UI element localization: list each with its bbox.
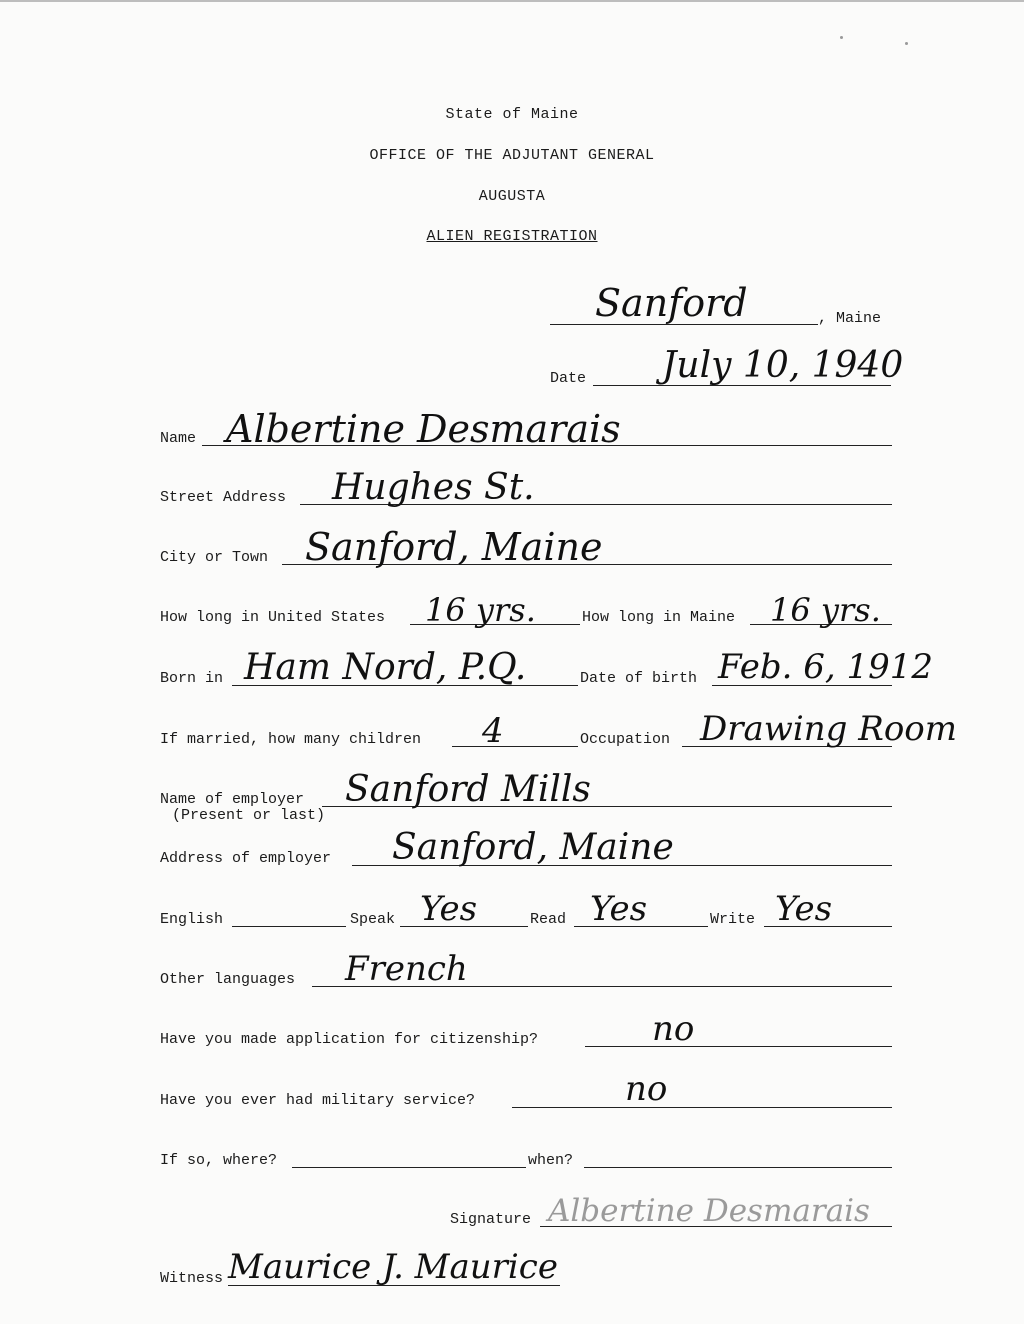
military-label: Have you ever had military service? <box>160 1092 476 1109</box>
speak-label: Speak <box>350 911 396 928</box>
employer-value: Sanford Mills <box>345 769 591 810</box>
english-line <box>232 926 346 927</box>
when-line <box>584 1167 892 1168</box>
english-label: English <box>160 911 224 928</box>
employer-label: Name of employer <box>160 791 305 808</box>
signature-value: Albertine Desmarais <box>548 1193 870 1229</box>
employer-sublabel: (Present or last) <box>172 807 326 824</box>
state-heading: State of Maine <box>445 106 579 123</box>
witness-value: Maurice J. Maurice <box>228 1247 558 1287</box>
witness-label: Witness <box>160 1270 224 1287</box>
city-label: City or Town <box>160 549 269 566</box>
write-label: Write <box>710 911 756 928</box>
if-so-where-label: If so, where? <box>160 1152 278 1169</box>
form-title: ALIEN REGISTRATION <box>426 228 598 245</box>
street-label: Street Address <box>160 489 287 506</box>
date-of-birth-value: Feb. 6, 1912 <box>718 647 934 687</box>
born-in-value: Ham Nord, P.Q. <box>244 647 527 688</box>
scan-speckle <box>840 36 843 39</box>
occupation-value: Drawing Room <box>700 709 958 749</box>
how-long-maine-label: How long in Maine <box>582 609 736 626</box>
children-value: 4 <box>482 711 504 751</box>
children-line <box>452 746 578 747</box>
read-value: Yes <box>590 889 648 929</box>
born-in-label: Born in <box>160 670 224 687</box>
if-so-where-line <box>292 1167 526 1168</box>
street-value: Hughes St. <box>332 467 535 508</box>
read-label: Read <box>530 911 567 928</box>
name-value: Albertine Desmarais <box>226 407 621 451</box>
scan-speckle <box>905 42 908 45</box>
when-label: when? <box>528 1152 574 1169</box>
place-value: Sanford <box>595 281 748 325</box>
other-languages-label: Other languages <box>160 971 296 988</box>
citizenship-label: Have you made application for citizenship? <box>160 1031 539 1048</box>
city-value: Sanford, Maine <box>305 525 603 569</box>
name-label: Name <box>160 430 197 447</box>
how-long-maine-value: 16 yrs. <box>770 591 881 629</box>
other-languages-value: French <box>345 949 468 989</box>
employer-address-label: Address of employer <box>160 850 332 867</box>
occupation-label: Occupation <box>580 731 671 748</box>
office-heading: OFFICE OF THE ADJUTANT GENERAL <box>369 147 655 164</box>
place-suffix: , Maine <box>818 310 882 327</box>
speak-value: Yes <box>420 889 478 929</box>
citizenship-value: no <box>652 1009 695 1049</box>
employer-address-value: Sanford, Maine <box>392 827 674 868</box>
military-line <box>512 1107 892 1108</box>
date-label: Date <box>550 370 587 387</box>
date-value: July 10, 1940 <box>662 345 904 386</box>
children-label: If married, how many children <box>160 731 422 748</box>
military-value: no <box>625 1069 668 1109</box>
how-long-us-value: 16 yrs. <box>425 591 536 629</box>
city-heading: AUGUSTA <box>478 188 546 205</box>
date-of-birth-label: Date of birth <box>580 670 698 687</box>
how-long-us-label: How long in United States <box>160 609 386 626</box>
signature-label: Signature <box>450 1211 532 1228</box>
citizenship-line <box>585 1046 892 1047</box>
write-value: Yes <box>775 889 833 929</box>
